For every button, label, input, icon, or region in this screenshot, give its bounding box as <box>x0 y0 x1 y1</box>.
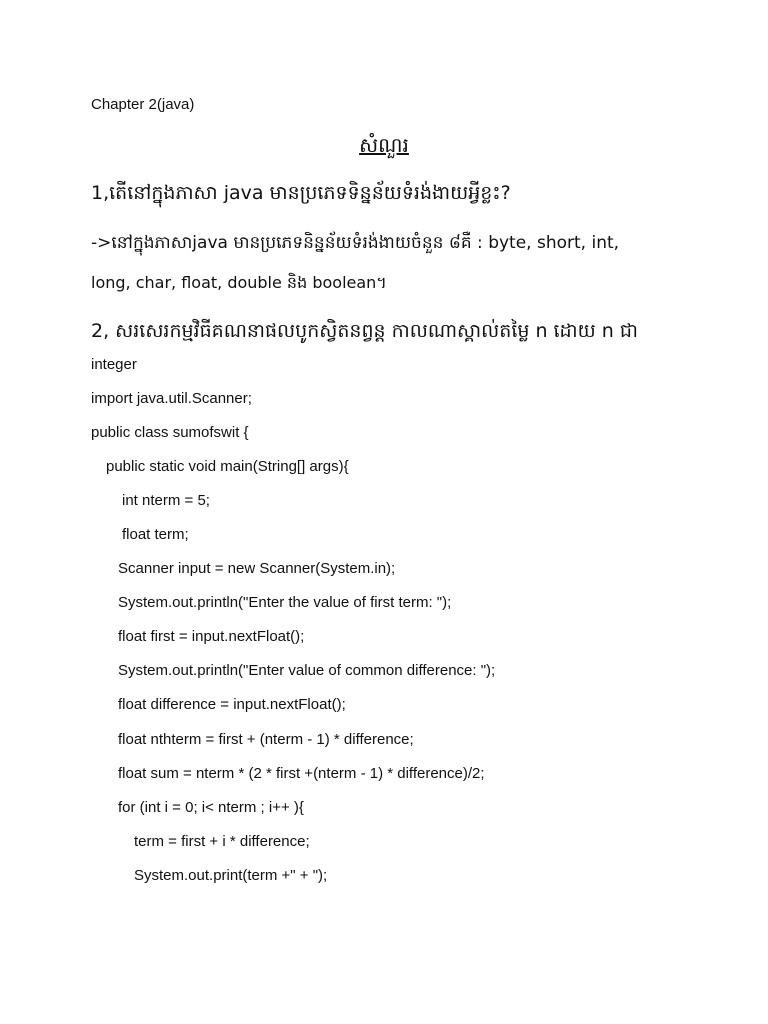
code-line: for (int i = 0; i< nterm ; i++ ){ <box>118 799 304 816</box>
question-1: 1,តើនៅក្នុងភាសា java មានប្រភេទទិន្នន័យទំរង់ងាយអ្វីខ្លះ? <box>91 182 511 204</box>
answer-1-line-2: long, char, float, double និង boolean។ <box>91 273 387 292</box>
code-line: System.out.println("Enter the value of first term: "); <box>118 594 452 611</box>
code-line: public class sumofswit { <box>91 424 249 441</box>
code-line: Scanner input = new Scanner(System.in); <box>118 560 396 577</box>
code-line: float term; <box>122 526 189 543</box>
code-line: System.out.print(term +" + "); <box>134 867 328 884</box>
code-line: public static void main(String[] args){ <box>106 458 349 475</box>
question-2-line-1: 2, សរសេរកម្មវិធីគណនាផលបូកស្វិតនព្វន្ត កាលណាស្គាល់តម្លៃ n ដោយ n ជា <box>91 320 638 342</box>
code-line: System.out.println("Enter value of common difference: "); <box>118 662 496 679</box>
code-line: term = first + i * difference; <box>134 833 310 850</box>
chapter-header: Chapter 2(java) <box>91 96 195 113</box>
question-2-line-2: integer <box>91 356 137 373</box>
code-line: float sum = nterm * (2 * first +(nterm - 1) * difference)/2; <box>118 765 485 782</box>
code-line: int nterm = 5; <box>122 492 210 509</box>
page-title: សំណួរ <box>359 133 409 157</box>
answer-1-line-1: ->នៅក្នុងភាសាjava មានប្រភេទនិន្នន័យទំរង់ងាយចំនួន ៨គឺ : byte, short, int, <box>91 233 620 253</box>
code-line: float difference = input.nextFloat(); <box>118 696 346 713</box>
code-line: float nthterm = first + (nterm - 1) * difference; <box>118 731 414 748</box>
code-line: import java.util.Scanner; <box>91 390 252 407</box>
code-line: float first = input.nextFloat(); <box>118 628 305 645</box>
